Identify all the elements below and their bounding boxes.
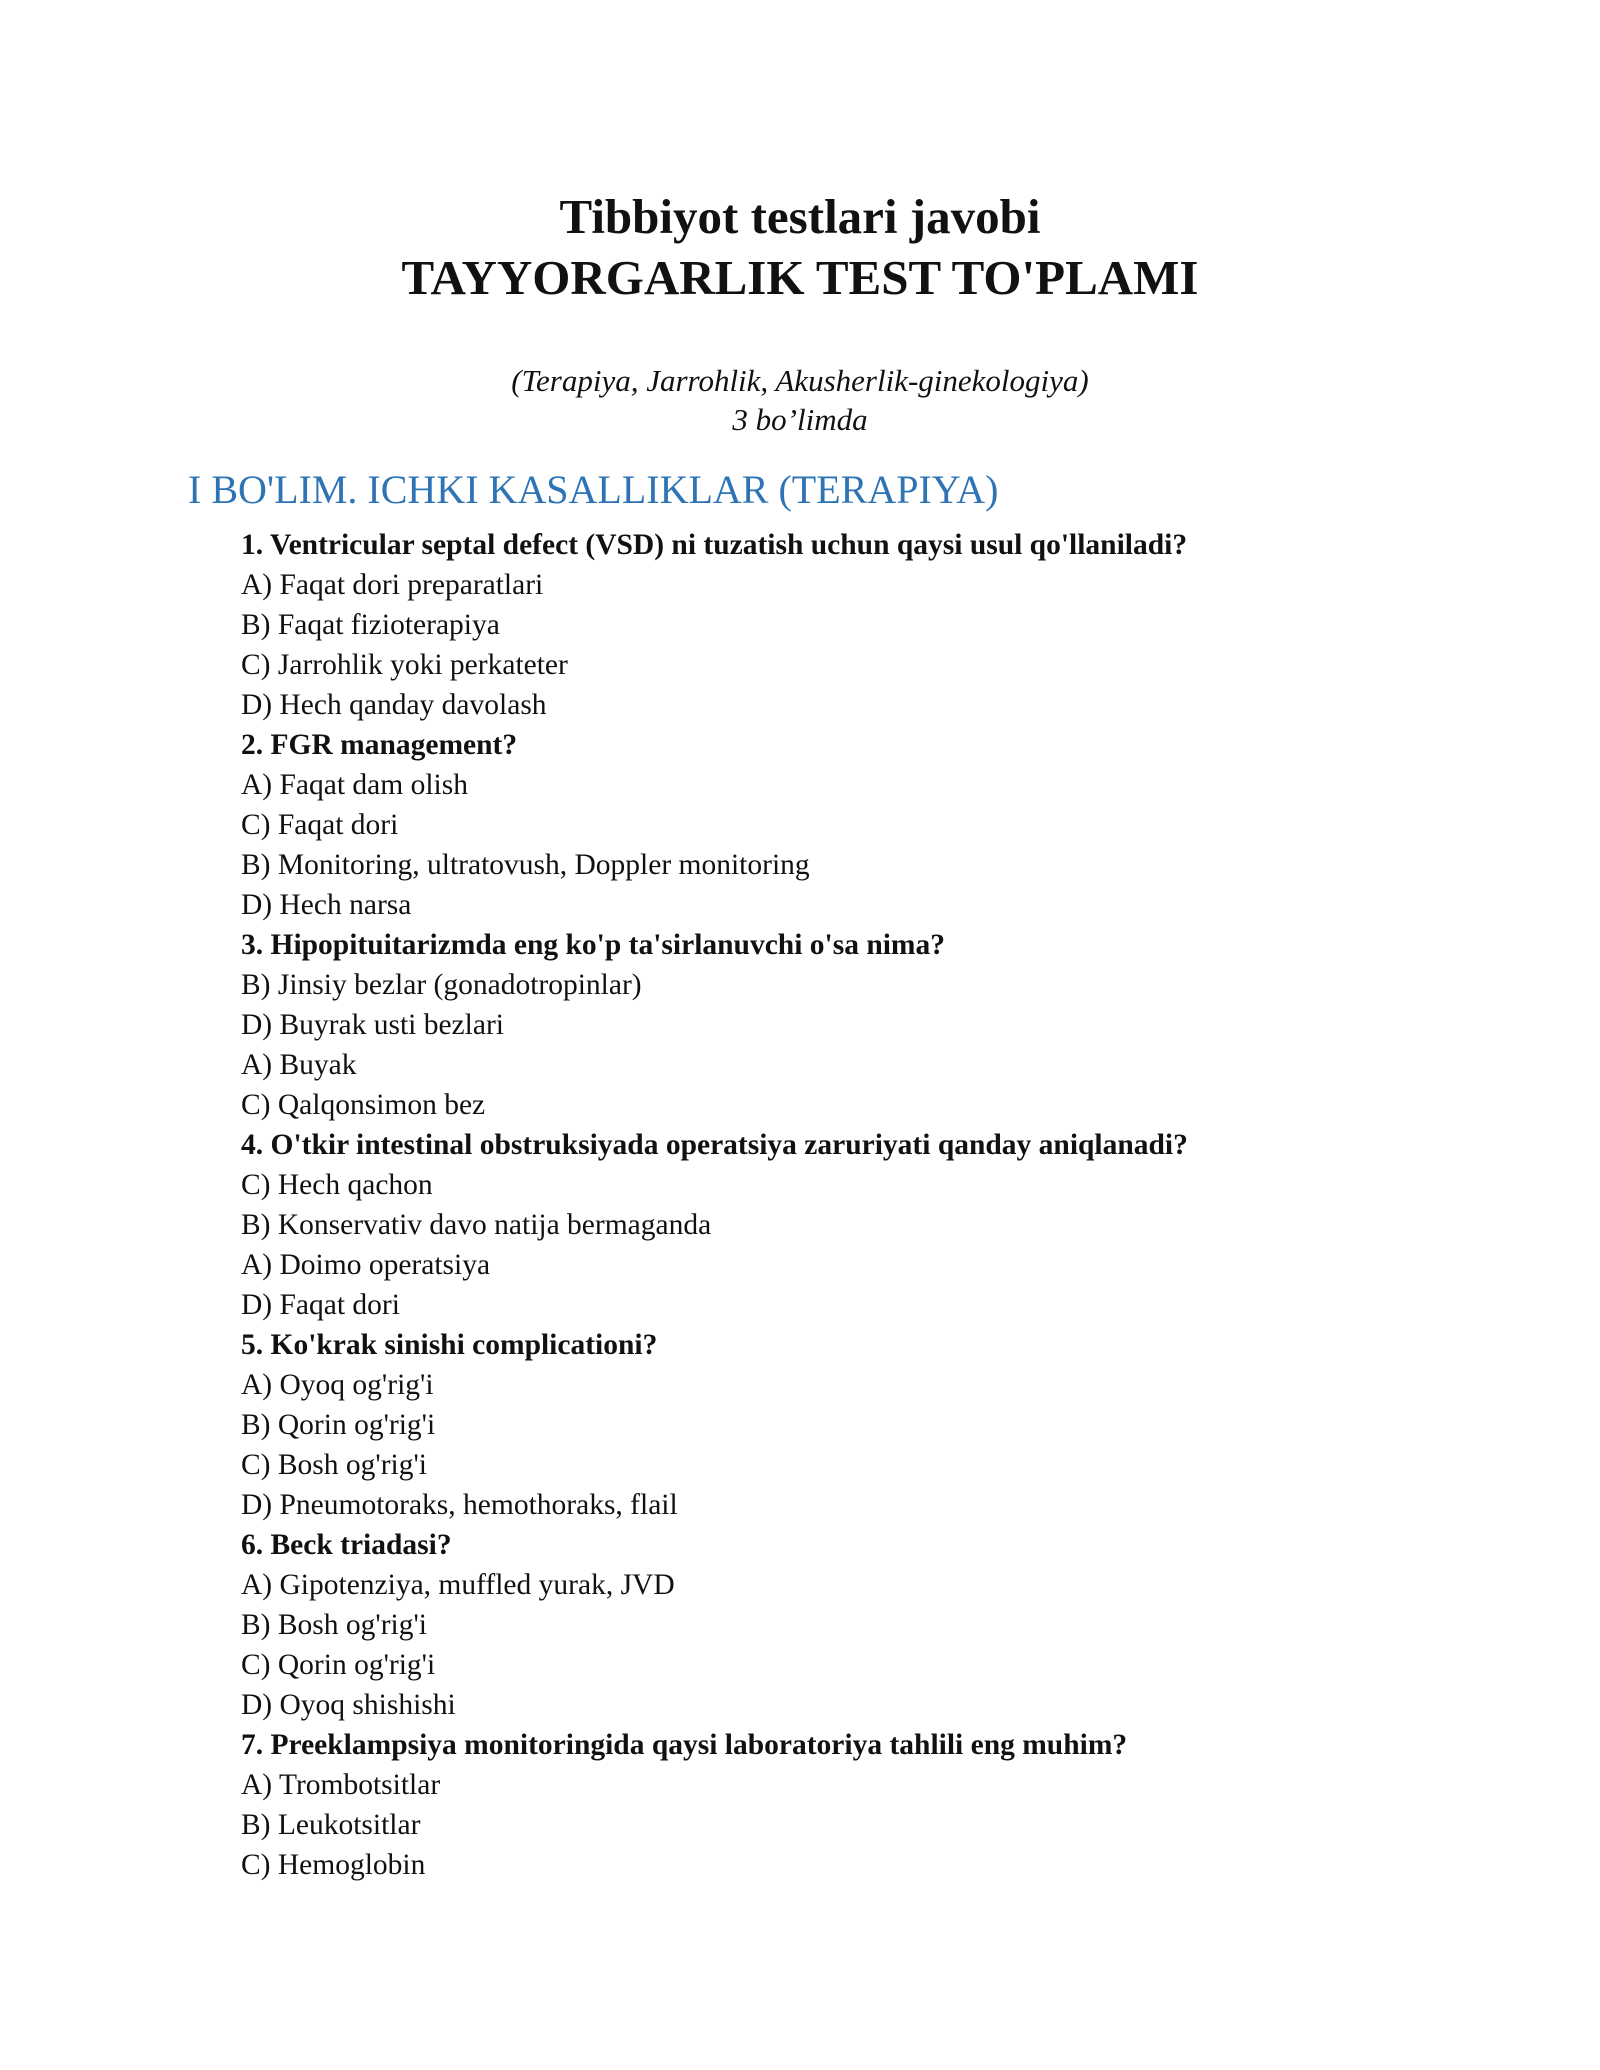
answer-option: A) Trombotsitlar bbox=[241, 1769, 441, 1801]
document-title-secondary: TAYYORGARLIK TEST TO'PLAMI bbox=[401, 250, 1199, 305]
answer-option: A) Faqat dori preparatlari bbox=[241, 569, 544, 601]
question-text: 7. Preeklampsiya monitoringida qaysi laboratoriya tahlili eng muhim? bbox=[241, 1729, 1128, 1761]
answer-option: D) Buyrak usti bezlari bbox=[241, 1009, 504, 1041]
answer-option: B) Jinsiy bezlar (gonadotropinlar) bbox=[241, 969, 642, 1001]
answer-option: D) Oyoq shishishi bbox=[241, 1689, 456, 1721]
answer-option: D) Pneumotoraks, hemothoraks, flail bbox=[241, 1489, 678, 1521]
answer-option: A) Buyak bbox=[241, 1049, 357, 1081]
answer-option: B) Konservativ davo natija bermaganda bbox=[241, 1209, 712, 1241]
document-subtitle-parts: 3 bo’limda bbox=[732, 402, 868, 437]
answer-option: C) Bosh og'rig'i bbox=[241, 1449, 428, 1481]
answer-option: C) Qorin og'rig'i bbox=[241, 1649, 436, 1681]
answer-option: A) Oyoq og'rig'i bbox=[241, 1369, 434, 1401]
answer-option: C) Faqat dori bbox=[241, 809, 399, 841]
question-text: 1. Ventricular septal defect (VSD) ni tuzatish uchun qaysi usul qo'llaniladi? bbox=[241, 529, 1188, 561]
answer-option: C) Qalqonsimon bez bbox=[241, 1089, 486, 1121]
answer-option: B) Faqat fizioterapiya bbox=[241, 609, 500, 641]
answer-option: A) Doimo operatsiya bbox=[241, 1249, 491, 1281]
answer-option: B) Monitoring, ultratovush, Doppler monitoring bbox=[241, 849, 810, 881]
answer-option: D) Hech qanday davolash bbox=[241, 689, 547, 721]
question-text: 3. Hipopituitarizmda eng ko'p ta'sirlanuvchi o'sa nima? bbox=[241, 929, 945, 961]
answer-option: B) Bosh og'rig'i bbox=[241, 1609, 428, 1641]
answer-option: C) Hemoglobin bbox=[241, 1849, 426, 1881]
answer-option: B) Qorin og'rig'i bbox=[241, 1409, 436, 1441]
question-text: 5. Ko'krak sinishi complicationi? bbox=[241, 1329, 658, 1361]
answer-option: A) Faqat dam olish bbox=[241, 769, 468, 801]
answer-option: D) Hech narsa bbox=[241, 889, 412, 921]
document-subtitle: (Terapiya, Jarrohlik, Akusherlik-ginekologiya) bbox=[511, 363, 1089, 398]
answer-option: C) Hech qachon bbox=[241, 1169, 433, 1201]
question-text: 6. Beck triadasi? bbox=[241, 1529, 452, 1561]
section-heading: I BO'LIM. ICHKI KASALLIKLAR (TERAPIYA) bbox=[188, 467, 999, 512]
question-text: 2. FGR management? bbox=[241, 729, 518, 761]
answer-option: C) Jarrohlik yoki perkateter bbox=[241, 649, 568, 681]
question-list bbox=[241, 525, 1541, 1885]
answer-option: B) Leukotsitlar bbox=[241, 1809, 421, 1841]
question-text: 4. O'tkir intestinal obstruksiyada operatsiya zaruriyati qanday aniqlanadi? bbox=[241, 1129, 1188, 1161]
document-title: Tibbiyot testlari javobi bbox=[559, 189, 1041, 244]
answer-option: A) Gipotenziya, muffled yurak, JVD bbox=[241, 1569, 675, 1601]
answer-option: D) Faqat dori bbox=[241, 1289, 400, 1321]
